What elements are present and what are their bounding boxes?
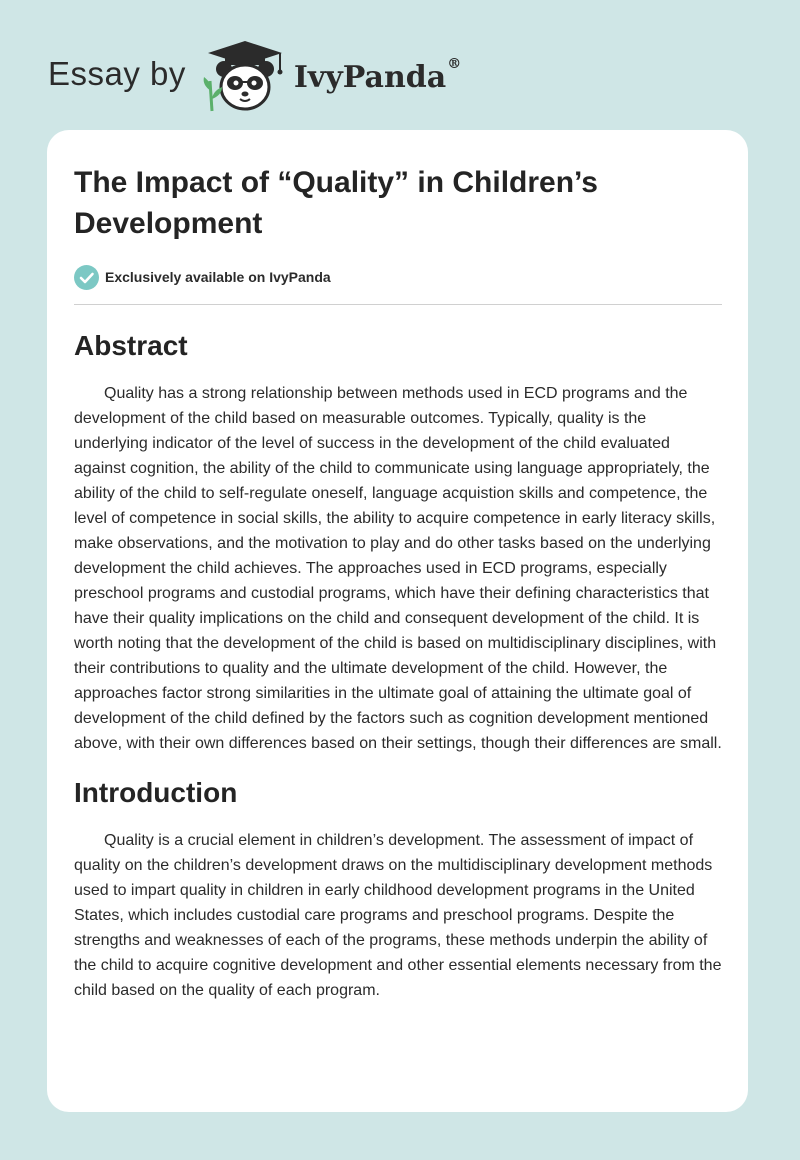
panda-logo-icon[interactable]: [200, 39, 290, 113]
abstract-paragraph: Quality has a strong relationship between methods used in ECD programs and the development of the child based on measurable outcomes. Typically, quality is the underlying indicator of the level of success in the development of the child evaluated against cognition, the ability of the child to communicate using language appropriately, the ability of the child to self-regulate oneself, language acquistion skills and competence, the level of competence in social skills, the ability to acquire competence in early literacy skills, make observations, and the motivation to play and do other tasks based on the underlying development the child achieves. The approaches used in ECD programs, especially preschool programs and custodial programs, which have their defining characteristics that have their quality implications on the child and consequent development of the child. It is worth noting that the development of the child is based on multidisciplinary disciplines, with their contributions to quality and the ultimate development of the child. However, the approaches factor strong similarities in the ultimate goal of attaining the ultimate goal of development of the child defined by the factors such as cognition development mentioned above, with their own differences based on their settings, though their differences are small.: [74, 385, 722, 752]
exclusive-label: Exclusively available on IvyPanda: [105, 269, 331, 285]
introduction-heading: Introduction: [74, 777, 238, 808]
check-circle-icon: [74, 265, 99, 290]
brand-header: [48, 36, 461, 116]
brand-name-text: IvyPanda: [293, 59, 447, 95]
brand-prefix: Essay by: [48, 55, 186, 92]
exclusive-badge: [74, 264, 722, 290]
brand-name: [293, 55, 462, 95]
introduction-paragraph: Quality is a crucial element in children’s development. The assessment of impact of quality on the children’s development draws on the multidisciplinary development methods used to impart quality in children in early childhood development programs in the United States, which includes custodial care programs and preschool programs. Despite the strengths and weaknesses of each of the programs, these methods underpin the ability of the child to acquire cognitive development and other essential elements necessary from the child based on the quality of each program.: [74, 832, 722, 999]
essay-card: [47, 130, 748, 1112]
essay-content: [74, 162, 722, 1003]
title-divider: [74, 304, 722, 305]
registered-mark: ®: [447, 55, 462, 72]
essay-title: The Impact of “Quality” in Children’s Development: [74, 166, 598, 240]
abstract-heading: Abstract: [74, 330, 188, 361]
